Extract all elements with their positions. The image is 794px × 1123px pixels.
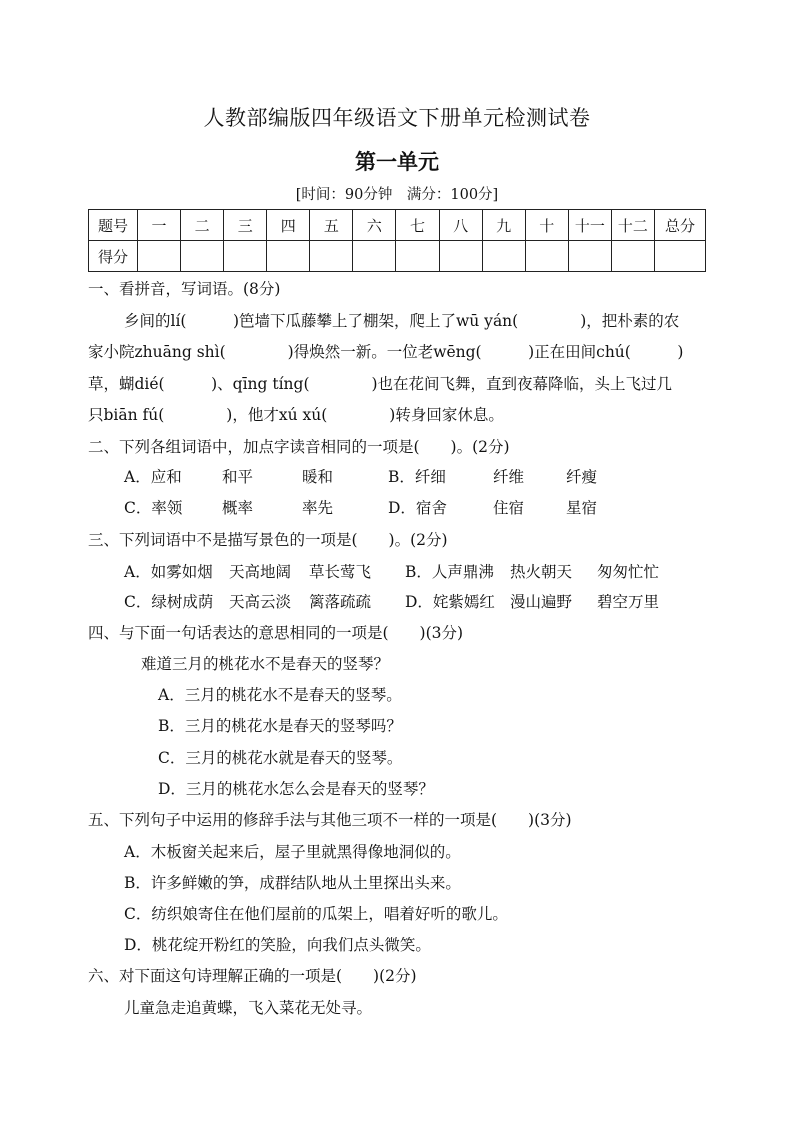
score-blank-cell[interactable] — [353, 241, 396, 272]
option-word: D．姹紫嫣红 — [405, 593, 495, 611]
score-blank-cell[interactable] — [224, 241, 267, 272]
score-cell: 十二 — [611, 210, 654, 241]
score-table — [88, 209, 706, 272]
option-word: 匆匆忙忙 — [597, 563, 660, 581]
score-cell: 七 — [396, 210, 439, 241]
score-cell: 题号 — [89, 210, 138, 241]
score-cell: 五 — [310, 210, 353, 241]
option-word: 和平 — [222, 468, 254, 486]
q1-line: 家小院zhuāng shì( )得焕然一新。一位老wēng( )正在田间chú( ) — [88, 343, 684, 361]
q5-option-c: C．纺织娘寄住在他们屋前的瓜架上，唱着好听的歌儿。 — [124, 905, 508, 923]
score-cell: 九 — [482, 210, 525, 241]
score-cell: 二 — [181, 210, 224, 241]
option-word: 率先 — [302, 499, 334, 517]
option-word: 草长莺飞 — [309, 563, 372, 581]
q4-sentence: 难道三月的桃花水不是春天的竖琴？ — [141, 655, 390, 673]
option-word: C．率领 — [124, 499, 183, 517]
option-word: 纤瘦 — [566, 468, 598, 486]
score-cell: 得分 — [89, 241, 138, 272]
q5-heading: 五、下列句子中运用的修辞手法与其他三项不一样的一项是( )(3分) — [88, 811, 572, 829]
score-cell: 十 — [525, 210, 568, 241]
option-word: D．宿舍 — [388, 499, 447, 517]
option-word: 概率 — [222, 499, 254, 517]
option-word: 暖和 — [302, 468, 334, 486]
unit-title: 第一单元 — [355, 149, 439, 174]
score-blank-cell[interactable] — [439, 241, 482, 272]
score-table-header-row — [89, 210, 706, 241]
q5-option-b: B．许多鲜嫩的笋，成群结队地从土里探出头来。 — [124, 874, 461, 892]
option-word: A．如雾如烟 — [124, 563, 213, 581]
q3-options-row — [0, 592, 794, 612]
q5-option-a: A．木板窗关起来后，屋子里就黑得像地洞似的。 — [124, 843, 461, 861]
score-cell: 八 — [439, 210, 482, 241]
q1-line: 乡间的lí( )笆墙下瓜藤攀上了棚架，爬上了wū yán( )，把朴素的农 — [124, 312, 680, 330]
option-word: 纤维 — [493, 468, 525, 486]
q1-line: 草，蝴dié( )、qīng tíng( )也在花间飞舞，直到夜幕降临，头上飞过几 — [88, 375, 673, 393]
option-word: 漫山遍野 — [510, 593, 573, 611]
q5-option-d: D．桃花绽开粉红的笑脸，向我们点头微笑。 — [124, 936, 431, 954]
score-cell: 六 — [353, 210, 396, 241]
score-blank-cell[interactable] — [181, 241, 224, 272]
score-cell: 一 — [138, 210, 181, 241]
q6-heading: 六、对下面这句诗理解正确的一项是( )(2分) — [88, 967, 417, 985]
q3-heading: 三、下列词语中不是描写景色的一项是( )。(2分) — [88, 531, 448, 549]
score-blank-cell[interactable] — [525, 241, 568, 272]
q2-options-row — [0, 467, 794, 487]
score-blank-cell[interactable] — [655, 241, 706, 272]
option-word: B．人声鼎沸 — [405, 563, 494, 581]
q2-heading: 二、下列各组词语中，加点字读音相同的一项是( )。(2分) — [88, 438, 510, 456]
q3-options-row — [0, 562, 794, 582]
score-blank-cell[interactable] — [267, 241, 310, 272]
score-blank-cell[interactable] — [482, 241, 525, 272]
score-blank-cell[interactable] — [611, 241, 654, 272]
q4-option-c: C．三月的桃花水就是春天的竖琴。 — [158, 749, 403, 767]
option-word: 天高地阔 — [229, 563, 292, 581]
exam-title: 人教部编版四年级语文下册单元检测试卷 — [203, 106, 591, 130]
q4-option-b: B．三月的桃花水是春天的竖琴吗？ — [158, 717, 402, 735]
score-cell: 四 — [267, 210, 310, 241]
option-word: A．应和 — [124, 468, 182, 486]
option-word: 住宿 — [493, 499, 525, 517]
option-word: C．绿树成荫 — [124, 593, 214, 611]
time-score-info: [时间：90分钟 满分：100分] — [295, 187, 499, 203]
option-word: 碧空万里 — [597, 593, 660, 611]
option-word: 篱落疏疏 — [309, 593, 372, 611]
score-cell: 总分 — [655, 210, 706, 241]
option-word: 天高云淡 — [229, 593, 292, 611]
q4-option-a: A．三月的桃花水不是春天的竖琴。 — [158, 686, 402, 704]
q1-line: 只biān fú( )，他才xú xú( )转身回家休息。 — [88, 406, 504, 424]
option-word: B．纤细 — [388, 468, 446, 486]
score-cell: 三 — [224, 210, 267, 241]
score-table-score-row — [89, 241, 706, 272]
score-blank-cell[interactable] — [568, 241, 611, 272]
q1-heading: 一、看拼音，写词语。(8分) — [88, 280, 281, 298]
score-cell: 十一 — [568, 210, 611, 241]
score-blank-cell[interactable] — [310, 241, 353, 272]
q4-heading: 四、与下面一句话表达的意思相同的一项是( )(3分) — [88, 624, 464, 642]
q6-poem: 儿童急走追黄蝶，飞入菜花无处寻。 — [124, 999, 373, 1017]
q4-option-d: D．三月的桃花水怎么会是春天的竖琴？ — [158, 780, 434, 798]
option-word: 星宿 — [566, 499, 598, 517]
option-word: 热火朝天 — [510, 563, 573, 581]
score-blank-cell[interactable] — [138, 241, 181, 272]
q2-options-row — [0, 498, 794, 518]
score-blank-cell[interactable] — [396, 241, 439, 272]
